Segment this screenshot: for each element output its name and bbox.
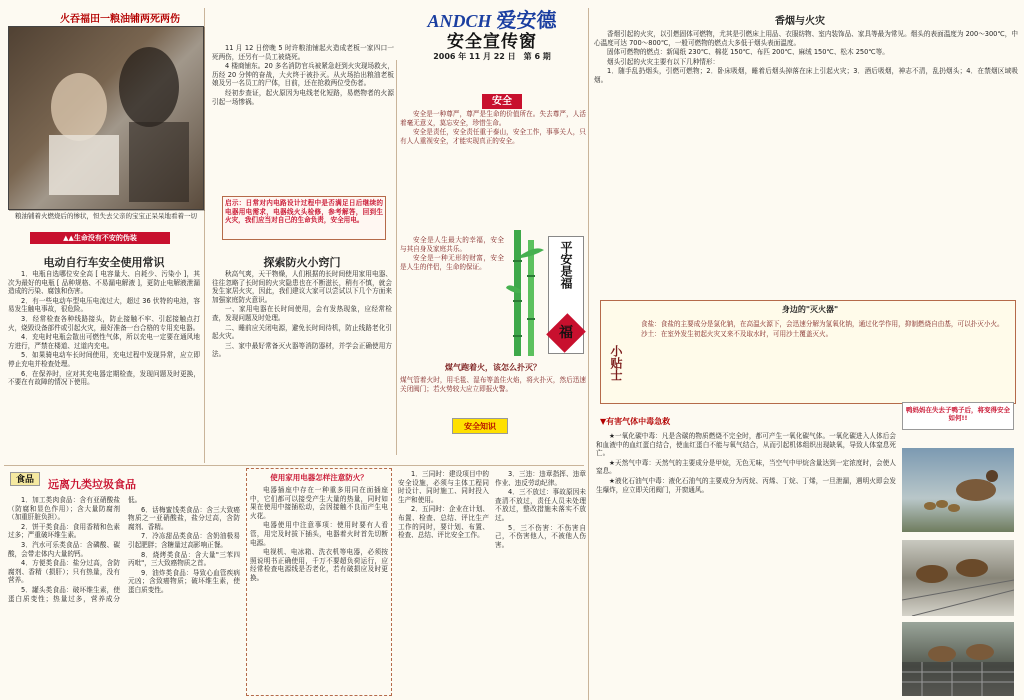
fire-tips-para-3: 二、睡前应关闭电源，避免长时间待机，防止线路老化引起火灾。 xyxy=(212,323,392,341)
xiaotieshi-para-1: 食盐：食盐的主要成分是氯化钠，在高温火源下，会迅速分解为氢氧化钠，通过化学作用，抑制燃烧自由基，可以扑灭小火。 xyxy=(641,320,1004,328)
knowledge-step-3: 3．三违：违章指挥、违章作业、违反劳动纪律。 xyxy=(495,470,586,487)
masthead-brand: 爱安德 xyxy=(496,8,557,32)
appliance-body xyxy=(250,486,388,692)
ebike-body xyxy=(8,270,200,460)
gas-fire-body: 煤气管着火时，用毛毯、湿布等盖住火焰，将火扑灭，然后迅速关闭阀门；若火势较大应立即报火警。 xyxy=(400,376,586,393)
food-body xyxy=(8,496,240,696)
safety-quote-2: 安全是一种无形的财富，安全是人生的伴侣，生命的保证。 xyxy=(400,254,504,271)
safety-para-2: 安全是责任，安全责任重于泰山，安全工作，事事关人，只有人人重视安全，才能实现真正的安全。 xyxy=(400,128,586,145)
xiaotieshi-label: 小贴士 xyxy=(609,345,623,381)
knowledge-step-2: 2．五同时：企业在计划、布置、检查、总结、评比生产工作的同时，要计划、布置、检查、总结、评比安全工作。 xyxy=(398,505,489,540)
food-item-8: 8．烧烤类食品：含大量"三苯四丙吡"，三大致癌物质之首。 xyxy=(128,550,240,568)
fire-news-caption: 粮油铺着火燃烧后的惨状，怛失去父亲的宝宝正呆呆地看着一切 xyxy=(15,212,197,220)
knowledge-steps xyxy=(398,470,586,696)
safety-badge: 安全 xyxy=(482,94,522,109)
fire-news-title: 火吞福田一粮油铺两死两伤 xyxy=(60,14,180,25)
masthead xyxy=(396,8,588,60)
smoke-body xyxy=(594,30,1018,274)
smoke-title: 香烟与火灾 xyxy=(775,16,825,27)
knowledge-badge: 安全知识 xyxy=(464,422,496,431)
duck-caption-box xyxy=(902,402,1014,430)
fire-tips-para-4: 三、家中最好常备灭火器等消防器材，并学会正确使用方法。 xyxy=(212,341,392,359)
fire-news-para-3: 经初步查证，起火原因为电线老化短路，易燃物者的火源引起一场惨祸。 xyxy=(212,88,394,106)
food-item-5: 5．罐头类食品：破坏维生素，使蛋白质变性；热量过多，营养成分低。 xyxy=(8,496,142,603)
smoke-para-2: 固体可燃物的燃点：新闻纸 230℃、棉花 150℃、布匹 200℃、麻绒 150℃、松木 250℃等。 xyxy=(607,48,889,57)
fire-tips-title: 探索防火小窍门 xyxy=(263,256,341,269)
masthead-date-issue: 2006 年 11 月 22 日 第 6 期 xyxy=(433,52,551,61)
appliance-title: 使用家用电器怎样注意防火？ xyxy=(270,473,368,482)
ebike-para-1: 1．电瓶自选哪位安全高 [ 电容量大、自耗少、污染小 ]，其次为最好的电瓶 [ 品种规格、不易漏电解液 ]，更防止电解液泄漏造成的污染、腐蚀和伤害。 xyxy=(8,270,200,296)
appliance-para-1: 电器插座中存在一种重多用同在面插座中，它们都可以接受产生大量的热量，同时如果在使用中接插松动，会因接触不良而产生电火花。 xyxy=(250,486,388,520)
ebike-title: 电动自行车安全使用常识 xyxy=(43,256,165,269)
duck-photo-2-svg xyxy=(902,540,1014,616)
safety-body xyxy=(400,110,586,228)
duck-photo-3 xyxy=(902,622,1014,696)
carbon-title: ▼有害气体中毒急救 xyxy=(600,417,671,426)
food-item-1: 1．加工类肉食品：含有亚硝酸盐（防腐和显色作用）；含大量防腐剂（加重肝脏负担）。 xyxy=(8,496,120,522)
knowledge-badge-box xyxy=(452,418,508,434)
peace-is-blessing-text: 平安是福 xyxy=(559,241,573,289)
masthead-title: 安全宣传窗 xyxy=(447,32,537,52)
smoke-para-4: 1．随手乱扔烟头，引燃可燃物；2．卧床吸烟，睡着后烟头掉落在床上引起火灾；3．酒后吸烟，神志不清，乱扔烟头；4．在禁烟区域吸烟。 xyxy=(594,67,1018,84)
appliance-para-3: 电视机、电冰箱、洗衣机等电器，必须按照说明书正确使用，千万不要超负荷运行，应经常检查电源线是否老化，若有破损应及时更换。 xyxy=(250,548,388,582)
ebike-para-2: 2．有一些电动车型电压电流过大，超过 36 伏特的电池，容易发生触电事故，很危险。 xyxy=(8,296,200,314)
smoke-para-3: 烟头引起的火灾主要有以下几种情形： xyxy=(607,57,720,66)
fire-tips-para-1: 秋高气爽，天干物燥，人们根据的长时间使用家用电器、往往忽略了长时间的火灾隐患也在不断滋长，稍有不慎，就会发生家居火灾，因此，我们建议大家可以尝试以下几个方面来加强家庭防火意识。 xyxy=(212,270,392,304)
safety-quote-1: 安全是人生最大的幸福，安全与其自身及家庭共乐。 xyxy=(400,236,504,253)
fire-tips-body xyxy=(212,270,392,460)
food-label: 食品 xyxy=(10,472,40,486)
appliance-para-2: 电器使用中注意事项：使用时要有人看管，用完及时拔下插头，电器着火时首先切断电源。 xyxy=(250,521,388,547)
ebike-para-5: 5．如果骑电动车长时间使用，充电过程中发现异常，应立即停止充电并检查处理。 xyxy=(8,351,200,368)
xiaotieshi-para-2: 沙土：在室外发生初起火灾又来不及取水时，可用沙土覆盖灭火。 xyxy=(641,329,833,338)
carbon-para-1: ★一氧化碳中毒：凡是含碳的物质燃烧不完全时，都可产生一氧化碳气体。一氧化碳进入人体后会和血液中的血红蛋白结合，使血红蛋白不能与氧气结合，从而引起机体组织出现缺氧，导致人体窒息死亡。 xyxy=(596,432,896,458)
ebike-para-3: 3．经常检查各种线路接头，防止接触不牢、引起接触点打火，烧毁设备部件或引起火灾，最好准备一台合格的专用充电器。 xyxy=(8,314,200,332)
duck-caption: 鸭妈妈在失去子鸭子后，将变得安全如何!! xyxy=(906,406,1010,422)
knowledge-step-1: 1．三同时：建设项目中的安全设施，必须与主体工程同时设计、同时施工、同时投入生产和使用。 xyxy=(398,470,489,504)
duck-photo-1 xyxy=(902,448,1014,532)
xiaotieshi-title: 身边的"灭火器" xyxy=(781,305,839,314)
fire-news-para-2: 4 楼商铺东。20 多名消防官兵被紧急赶到火灾现场救火，历经 20 分钟的奋战，大火终于被扑灭。从火场抬出粮油老板娘及另一名员工的尸体，目前，还在抢救两位受伤者。 xyxy=(212,62,394,88)
duck-photo-1-svg xyxy=(902,448,1014,532)
fire-news-photo xyxy=(8,26,204,210)
gas-fire-title: 煤气跑着火，该怎么扑灭？ xyxy=(445,363,541,372)
safety-quote xyxy=(400,236,504,354)
bamboo-svg xyxy=(506,230,546,356)
food-item-7: 7．冷冻甜品类食品：含奶油极易引起肥胖；含糖量过高影响正餐。 xyxy=(128,532,240,549)
food-title: 远离九类垃圾食品 xyxy=(48,478,136,491)
fire-news-tip: 启示：日常对内电路设计过程中是否满足日后继续的电器用电需求，电器线火头检修，参考解答，回到生火灾，我们应当对自己的生命负责，安全用电。 xyxy=(222,196,386,240)
food-item-4: 4．方便类食品：盐分过高，含防腐剂、香精（损肝）；只有热量，没有营养。 xyxy=(8,559,120,585)
safety-para-1: 安全是一种尊严，尊严是生命的价值所在。失去尊严，人活着毫无意义，莫忘安全，珍惜生命。 xyxy=(400,110,586,127)
food-item-3: 3．汽水可乐类食品：含磷酸、碳酸，会带走体内大量的钙。 xyxy=(8,540,120,558)
fu-seal-char: 福 xyxy=(559,325,573,341)
carbon-para-3: ★液化石油气中毒：液化石油气的主要成分为丙烷、丙烯、丁烷、丁烯，一旦泄漏，遇明火即会发生爆炸，应立即关闭阀门，开窗通风。 xyxy=(596,476,896,494)
carbon-para-2: ★天然气中毒：天然气的主要成分是甲烷，无色无味，当空气中甲烷含量达到一定浓度时，会使人窒息。 xyxy=(596,458,896,476)
bamboo-illustration xyxy=(506,230,546,356)
fire-news-para-1: 11 月 12 日傍晚 5 时许粮油铺起火造成老板一家四口一死两伤，还另有一员工被烧死。 xyxy=(212,44,394,61)
duck-photo-3-svg xyxy=(902,622,1014,696)
food-item-6: 6．话梅蜜饯类食品：含三大致癌物质之一亚硝酸盐，盐分过高，含防腐剂、香精。 xyxy=(128,505,240,531)
smoke-para-1: 香烟引起的火灾，以引燃固体可燃物，尤其是引燃床上用品、衣服纺物、室内装饰品、家具等最为常见。烟头的表面温度为 200～300℃，中心温度可达 700～800℃，一般可燃物的燃点大多低于烟头表面温度。 xyxy=(594,30,1018,47)
fire-tips-para-2: 一、家用电器在长时间使用，会有发热现象，应经常检查，发现问题及时处理。 xyxy=(212,305,392,322)
food-item-2: 2．饼干类食品：食用香精和色素过多；严重破坏维生素。 xyxy=(8,522,120,540)
knowledge-step-4: 4．三不放过：事故原因未查清不放过，责任人员未处理不放过，整改措施未落实不放过。 xyxy=(495,488,586,522)
masthead-logo: ANDCH xyxy=(427,11,492,31)
carbon-body xyxy=(596,432,896,696)
masthead-brand-row xyxy=(396,8,588,32)
fire-news-body xyxy=(212,44,394,190)
ebike-para-4: 4．充电时电瓶会散出可燃性气体，所以充电一定要在通风地方进行，严禁在楼道、过道内充电。 xyxy=(8,333,200,350)
knowledge-step-5: 5．三不伤害：不伤害自己，不伤害他人，不被他人伤害。 xyxy=(495,523,586,549)
fire-news-photo-figure xyxy=(9,27,205,211)
ebike-para-6: 6．在保养时，应对其充电器定期检查，发现问题及时更换，不要在有故障的情况下使用。 xyxy=(8,369,200,387)
food-item-9: 9．油炸类食品：导致心血管疾病元凶；含致癌物质；破坏维生素，使蛋白质变性。 xyxy=(128,568,240,594)
xiaotieshi-body xyxy=(628,320,1010,400)
fire-news-banner: ▲▲生命没有不安的伪装 xyxy=(30,232,170,244)
duck-photo-2 xyxy=(902,540,1014,616)
